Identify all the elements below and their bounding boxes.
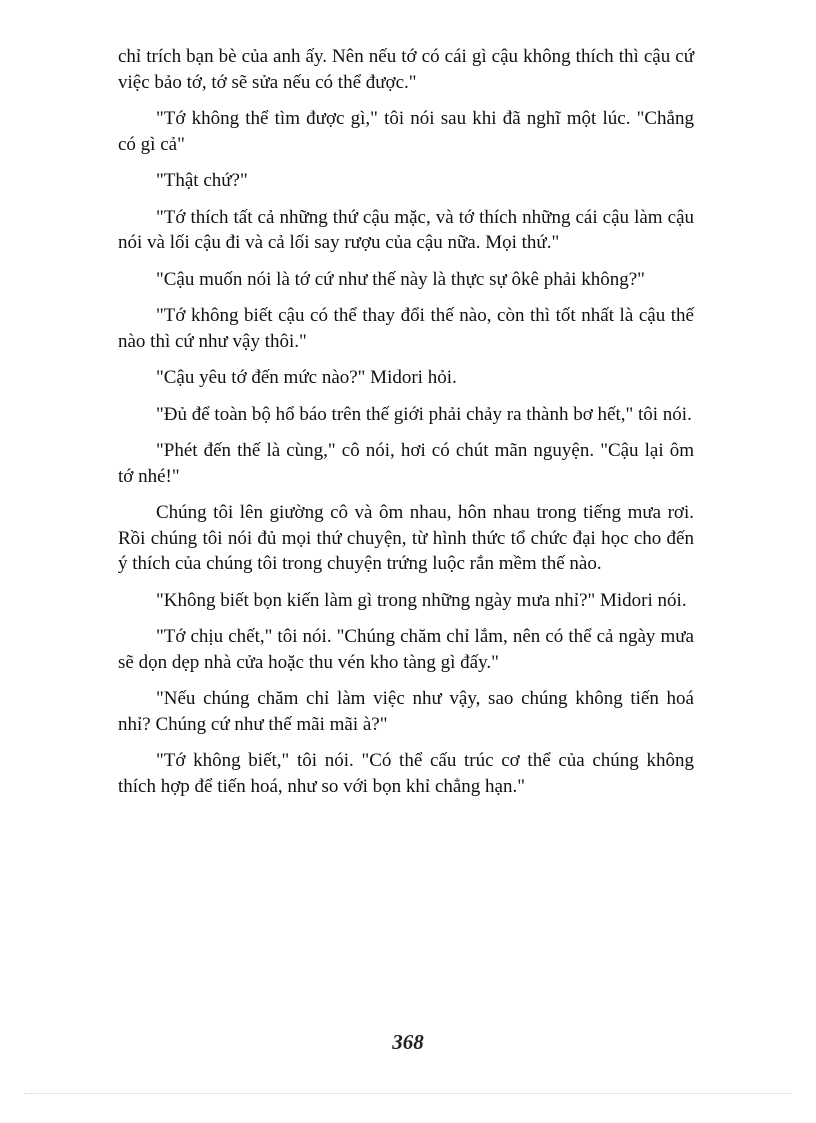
paragraph: "Đủ để toàn bộ hổ báo trên thế giới phải chảy ra thành bơ hết," tôi nói.: [156, 403, 692, 425]
page-bottom-divider: [24, 1093, 792, 1094]
page-body: [118, 44, 694, 810]
paragraph: "Tớ không thể tìm được gì," tôi nói sau khi đã nghĩ một lúc. "Chẳng có gì cả": [118, 108, 694, 155]
paragraph: Chúng tôi lên giường cô và ôm nhau, hôn nhau trong tiếng mưa rơi. Rồi chúng tôi nói đủ mọi thứ chuyện, từ hình thức tổ chức đại học cho đến ý thích của chúng tôi trong chuyện trứng luộc rắn mềm thế nào.: [118, 502, 694, 574]
paragraph: "Phét đến thế là cùng," cô nói, hơi có chút mãn nguyện. "Cậu lại ôm tớ nhé!": [118, 440, 694, 487]
paragraph: chỉ trích bạn bè của anh ấy. Nên nếu tớ có cái gì cậu không thích thì cậu cứ việc bảo tớ, tớ sẽ sửa nếu có thể được.": [118, 46, 694, 93]
page-number: 368: [392, 1030, 424, 1054]
paragraph: "Tớ chịu chết," tôi nói. "Chúng chăm chỉ lắm, nên có thể cả ngày mưa sẽ dọn dẹp nhà cửa hoặc thu vén kho tàng gì đấy.": [118, 626, 694, 673]
paragraph: "Không biết bọn kiến làm gì trong những ngày mưa nhỉ?" Midori nói.: [156, 589, 687, 611]
paragraph: "Cậu yêu tớ đến mức nào?" Midori hỏi.: [156, 367, 457, 388]
paragraph: "Tớ thích tất cả những thứ cậu mặc, và tớ thích những cái cậu làm cậu nói và lối cậu đi và cả lối say rượu của cậu nữa. Mọi thứ.": [118, 206, 694, 253]
paragraph: "Cậu muốn nói là tớ cứ như thế này là thực sự ôkê phải không?": [156, 268, 645, 290]
paragraph: "Tớ không biết," tôi nói. "Có thể cấu trúc cơ thể của chúng không thích hợp để tiến hoá, như so với bọn khỉ chẳng hạn.": [118, 750, 694, 797]
paragraph: "Tớ không biết cậu có thể thay đổi thế nào, còn thì tốt nhất là cậu thế nào thì cứ như vậy thôi.": [118, 305, 694, 352]
paragraph: "Thật chứ?": [156, 170, 248, 191]
paragraph: "Nếu chúng chăm chỉ làm việc như vậy, sao chúng không tiến hoá nhỉ? Chúng cứ như thế mãi mãi à?": [118, 688, 694, 735]
